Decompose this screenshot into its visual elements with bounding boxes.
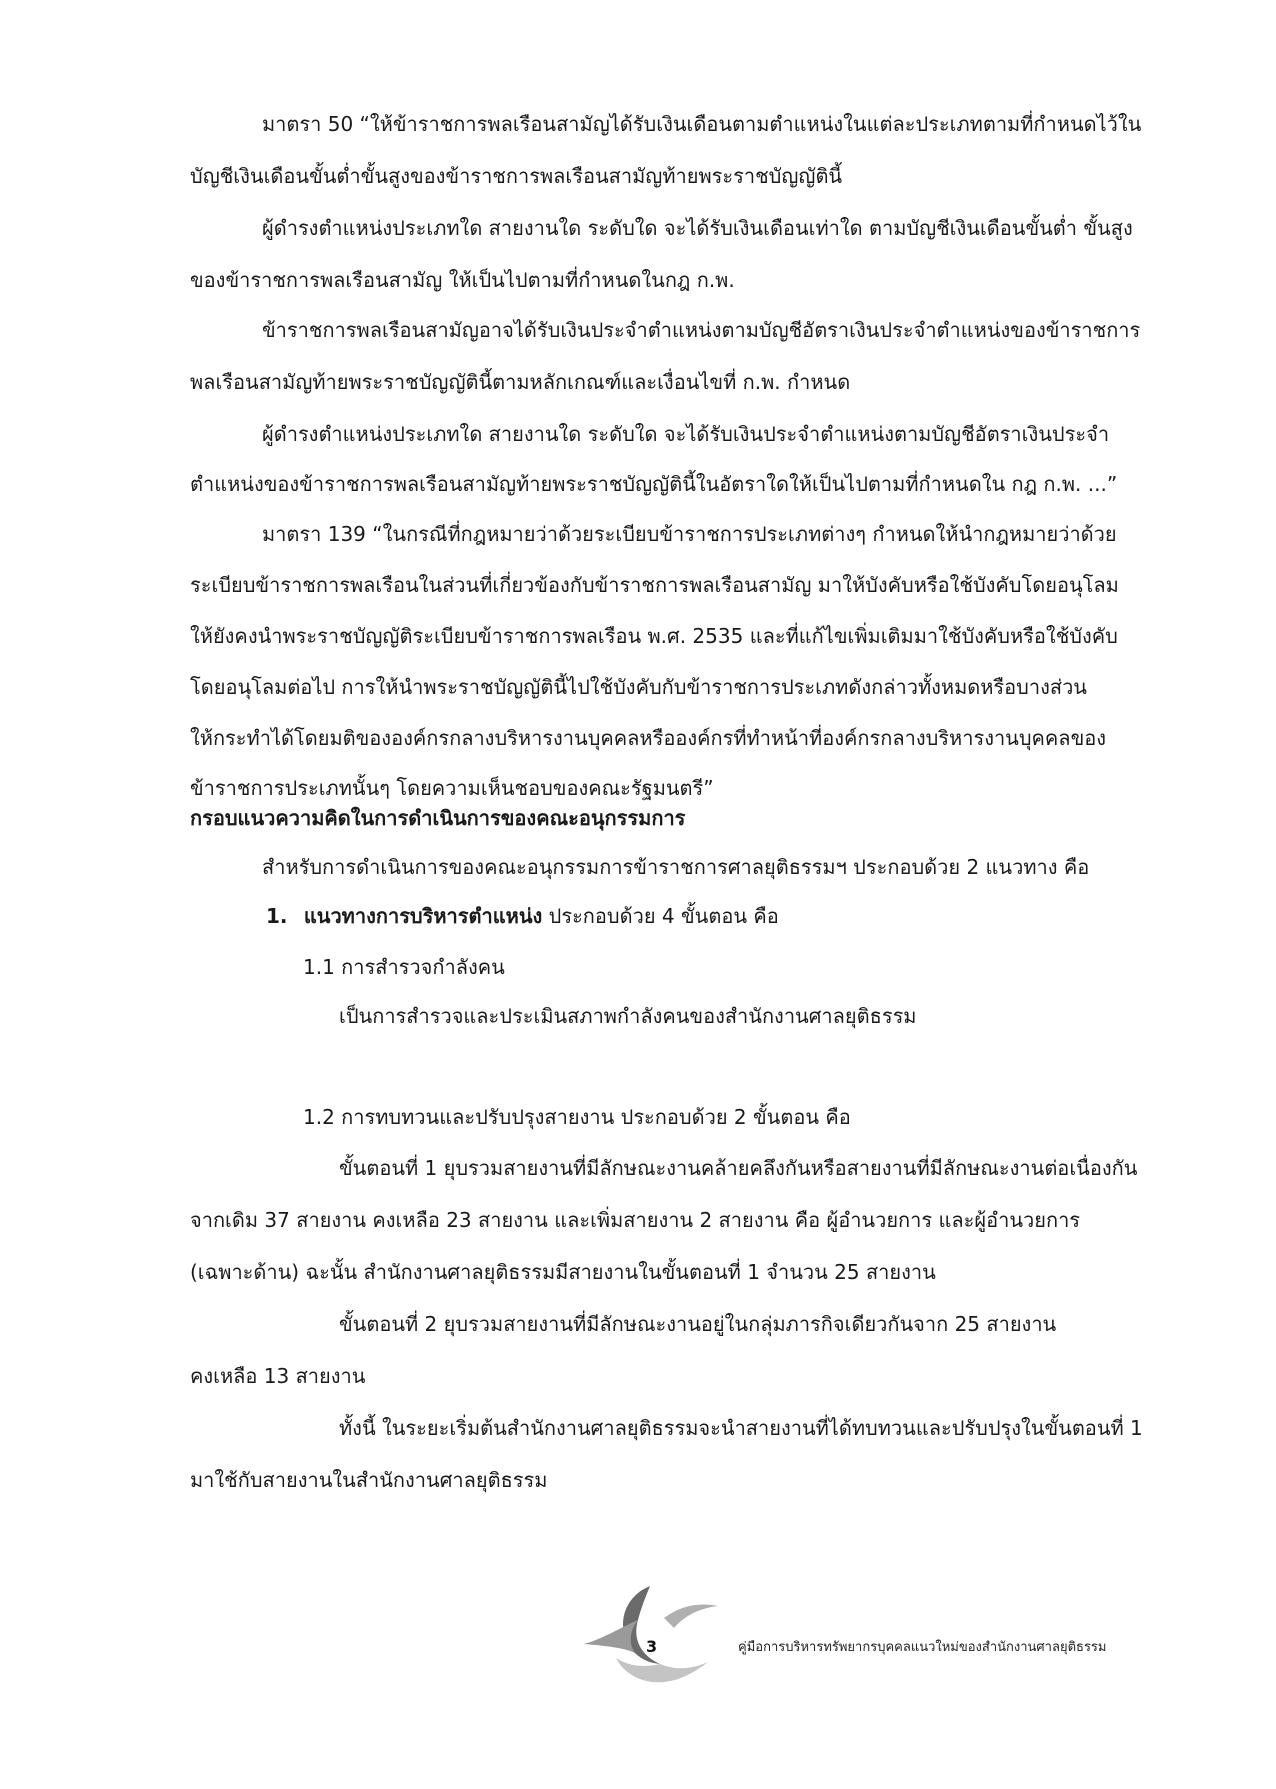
subsection-title: 1.1 การสำรวจกำลังคน — [303, 955, 505, 979]
subsection-description: เป็นการสำรวจและประเมินสภาพกำลังคนของสำนักงานศาลยุติธรรม — [339, 1004, 917, 1028]
paragraph-line: ข้าราชการประเภทนั้นๆ โดยความเห็นชอบของคณะรัฐมนตรี” — [190, 776, 714, 800]
step-line: (เฉพาะด้าน) ฉะนั้น สำนักงานศาลยุติธรรมมีสายงานในขั้นตอนที่ 1 จำนวน 25 สายงาน — [190, 1260, 936, 1284]
paragraph-line: ตำแหน่งของข้าราชการพลเรือนสามัญท้ายพระราชบัญญัตินี้ในอัตราใดให้เป็นไปตามที่กำหนดใน กฎ ก.พ. ...” — [190, 472, 1118, 496]
list-item-title: แนวทางการบริหารตำแหน่ง — [303, 904, 543, 928]
paragraph-line: ระเบียบข้าราชการพลเรือนในส่วนที่เกี่ยวข้องกับข้าราชการพลเรือนสามัญ มาให้บังคับหรือใช้บังคับโดยอนุโลม — [190, 573, 1119, 597]
step-line: ขั้นตอนที่ 2 ยุบรวมสายงานที่มีลักษณะงานอยู่ในกลุ่มภารกิจเดียวกันจาก 25 สายงาน — [339, 1312, 1057, 1336]
paragraph-line: พลเรือนสามัญท้ายพระราชบัญญัตินี้ตามหลักเกณฑ์และเงื่อนไขที่ ก.พ. กำหนด — [190, 370, 851, 394]
step-line: คงเหลือ 13 สายงาน — [190, 1364, 366, 1388]
paragraph-line: ให้กระทำได้โดยมติขององค์กรกลางบริหารงานบุคคลหรือองค์กรที่ทำหน้าที่องค์กรกลางบริหารงานบุคคลของ — [190, 726, 1107, 750]
paragraph-line: ผู้ดำรงตำแหน่งประเภทใด สายงานใด ระดับใด จะได้รับเงินเดือนเท่าใด ตามบัญชีเงินเดือนขั้นต่ำ ขั้นสูง — [262, 216, 1133, 240]
paragraph-line: มาตรา 139 “ในกรณีที่กฎหมายว่าด้วยระเบียบข้าราชการประเภทต่างๆ กำหนดให้นำกฎหมายว่าด้วย — [262, 522, 1117, 546]
subsection-title: 1.2 การทบทวนและปรับปรุงสายงาน ประกอบด้วย 2 ขั้นตอน คือ — [303, 1105, 851, 1129]
step-line: ทั้งนี้ ในระยะเริ่มต้นสำนักงานศาลยุติธรรมจะนำสายงานที่ได้ทบทวนและปรับปรุงในขั้นตอนที่ 1 — [339, 1416, 1143, 1440]
list-item-1 — [266, 904, 1116, 928]
page-number: 3 — [646, 1637, 658, 1656]
paragraph-line: ของข้าราชการพลเรือนสามัญ ให้เป็นไปตามที่กำหนดในกฎ ก.พ. — [190, 268, 735, 292]
paragraph-line: ให้ยังคงนำพระราชบัญญัติระเบียบข้าราชการพลเรือน พ.ศ. 2535 และที่แก้ไขเพิ่มเติมมาใช้บังคับหรือใช้บังคับ — [190, 624, 1118, 648]
court-swirl-logo-icon — [580, 1578, 720, 1688]
section-intro: สำหรับการดำเนินการของคณะอนุกรรมการข้าราชการศาลยุติธรรมฯ ประกอบด้วย 2 แนวทาง คือ — [262, 855, 1090, 879]
list-item-text: ประกอบด้วย 4 ขั้นตอน คือ — [548, 904, 779, 928]
step-line: ขั้นตอนที่ 1 ยุบรวมสายงานที่มีลักษณะงานคล้ายคลึงกันหรือสายงานที่มีลักษณะงานต่อเนื่องกัน — [339, 1156, 1138, 1180]
paragraph-line: มาตรา 50 “ให้ข้าราชการพลเรือนสามัญได้รับเงินเดือนตามตำแหน่งในแต่ละประเภทตามที่กำหนดไว้ใน — [262, 112, 1142, 136]
step-line: จากเดิม 37 สายงาน คงเหลือ 23 สายงาน และเพิ่มสายงาน 2 สายงาน คือ ผู้อำนวยการ และผู้อำนวยการ — [190, 1208, 1081, 1232]
section-heading: กรอบแนวความคิดในการดำเนินการของคณะอนุกรรมการ — [190, 806, 686, 830]
paragraph-line: บัญชีเงินเดือนขั้นต่ำขั้นสูงของข้าราชการพลเรือนสามัญท้ายพระราชบัญญัตินี้ — [190, 164, 843, 188]
step-line: มาใช้กับสายงานในสำนักงานศาลยุติธรรม — [190, 1468, 548, 1492]
paragraph-line: โดยอนุโลมต่อไป การให้นำพระราชบัญญัตินี้ไปใช้บังคับกับข้าราชการประเภทดังกล่าวทั้งหมดหรือบางส่วน — [190, 675, 1087, 699]
paragraph-line: ข้าราชการพลเรือนสามัญอาจได้รับเงินประจำตำแหน่งตามบัญชีอัตราเงินประจำตำแหน่งของข้าราชการ — [262, 318, 1141, 342]
footer-title: คู่มือการบริหารทรัพยากรบุคคลแนวใหม่ของสำนักงานศาลยุติธรรม — [738, 1640, 1107, 1655]
paragraph-line: ผู้ดำรงตำแหน่งประเภทใด สายงานใด ระดับใด จะได้รับเงินประจำตำแหน่งตามบัญชีอัตราเงินประจำ — [262, 422, 1110, 446]
list-item-number: 1. — [266, 904, 288, 928]
